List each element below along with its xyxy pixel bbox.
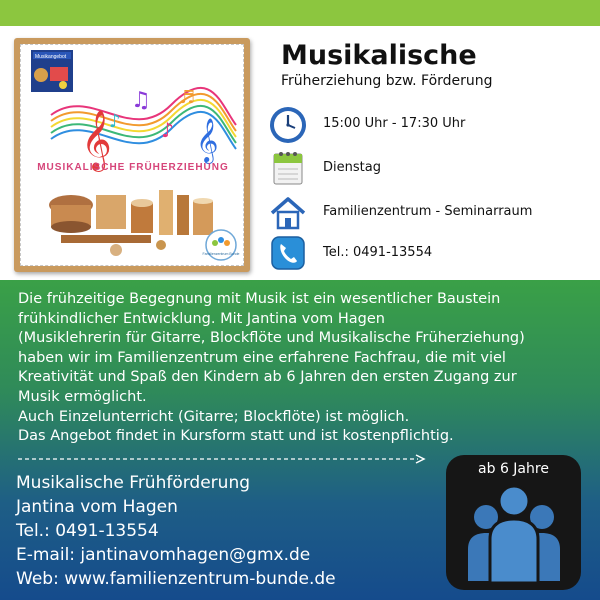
svg-text:♬: ♬ — [179, 87, 196, 108]
age-badge — [446, 455, 581, 590]
treble-clef-red: 𝄞 — [81, 110, 112, 170]
contact-course: Musikalische Frühförderung — [16, 473, 251, 493]
description-line: Musik ermöglicht. — [18, 388, 147, 405]
description-line: Das Angebot findet in Kursform statt und ist kostenpflichtig. — [18, 428, 454, 445]
description-line: haben wir im Familienzentrum eine erfahrene Fachfrau, die mit viel — [18, 349, 506, 366]
picture-frame — [14, 38, 250, 272]
top-accent-bar — [0, 0, 600, 26]
group-of-people-icon — [458, 479, 570, 585]
contact-email[interactable]: E-mail: jantinavomhagen@gmx.de — [16, 545, 311, 565]
flyer-illustration — [20, 44, 244, 266]
description-line: Kreativität und Spaß den Kindern ab 6 Jahren den ersten Zugang zur — [18, 369, 517, 386]
dashed-arrow-divider — [18, 452, 426, 466]
time-text: 15:00 Uhr - 17:30 Uhr — [323, 116, 466, 131]
music-illustration — [21, 45, 244, 266]
day-text: Dienstag — [323, 160, 381, 175]
svg-text:Familienzentrum Bunde: Familienzentrum Bunde — [202, 252, 240, 256]
page-title: Musikalische — [281, 40, 477, 71]
contact-web[interactable]: Web: www.familienzentrum-bunde.de — [16, 569, 336, 589]
place-text: Familienzentrum - Seminarraum — [323, 204, 533, 219]
calendar-icon — [268, 148, 308, 188]
svg-text:♫: ♫ — [131, 88, 151, 113]
contact-block — [16, 471, 336, 591]
description-line: Auch Einzelunterricht (Gitarre; Blockflöte) ist möglich. — [18, 408, 410, 425]
description-text — [18, 290, 588, 447]
illustration-lettering: MUSIKALISCHE FRÜHERZIEHUNG — [37, 162, 229, 173]
contact-name: Jantina vom Hagen — [16, 497, 178, 517]
age-label: ab 6 Jahre — [478, 461, 549, 477]
description-line: Die frühzeitige Begegnung mit Musik ist ein wesentlicher Baustein — [18, 291, 501, 307]
home-icon — [268, 193, 308, 233]
svg-text:♪: ♪ — [161, 118, 174, 142]
book-label: Musikangebot — [35, 54, 67, 60]
clock-icon — [268, 105, 308, 145]
description-line: (Musiklehrerin für Gitarre, Blockflöte und Musikalische Früherziehung) — [18, 330, 525, 347]
svg-text:♪: ♪ — [109, 111, 121, 132]
phone-text: Tel.: 0491-13554 — [323, 245, 433, 260]
treble-clef-blue: 𝄞 — [196, 118, 219, 162]
description-line: frühkindlicher Entwicklung. Mit Jantina vom Hagen — [18, 310, 385, 327]
contact-phone: Tel.: 0491-13554 — [16, 521, 159, 541]
phone-icon — [268, 233, 308, 273]
page-subtitle: Früherziehung bzw. Förderung — [281, 73, 493, 89]
